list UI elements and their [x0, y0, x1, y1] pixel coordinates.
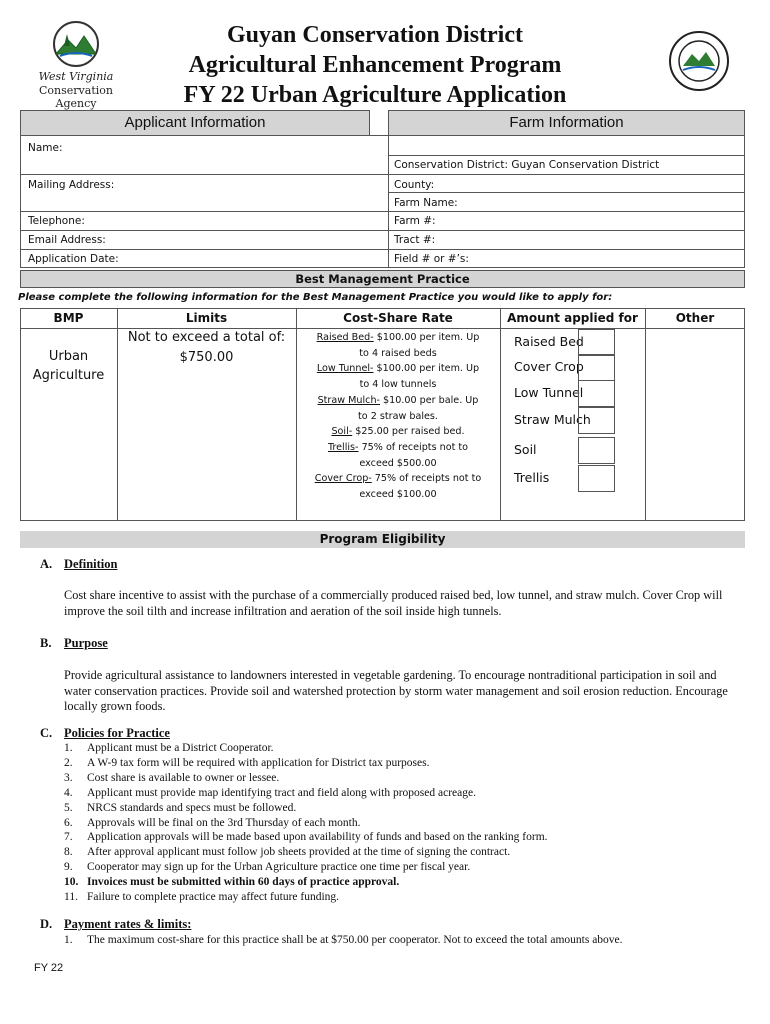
col-header-bmp: BMP — [53, 311, 84, 325]
section-b-title: Purpose — [64, 636, 108, 650]
rate-text: $10.00 per bale. Up — [380, 394, 479, 406]
rate-practice-name: Low Tunnel- — [316, 363, 374, 375]
applicant-info-header: Applicant Information — [20, 110, 370, 136]
section-c-heading — [40, 726, 170, 741]
mailing-address-label: Mailing Address: — [28, 179, 115, 191]
county-label: County: — [394, 179, 435, 191]
district-seal-logo — [668, 30, 730, 92]
policy-text: NRCS standards and specs must be followed. — [87, 801, 297, 814]
amount-practice-label: Soil — [514, 442, 537, 457]
amount-input-box[interactable] — [578, 407, 615, 434]
section-b-heading — [40, 636, 108, 651]
row-line — [388, 155, 745, 156]
rate-line — [298, 393, 498, 409]
section-a-heading — [40, 557, 117, 572]
policy-item: 2. A W-9 tax form will be required with application for District tax purposes. — [64, 756, 430, 769]
telephone-label: Telephone: — [28, 215, 85, 227]
policy-item: 8. After approval applicant must follow job sheets provided at the time of signing the contract. — [64, 846, 511, 859]
section-c-title: Policies for Practice — [64, 726, 170, 740]
logo-text-line1: West Virginia — [38, 70, 114, 83]
rate-line — [298, 424, 498, 440]
policy-item: 5. NRCS standards and specs must be followed. — [64, 801, 297, 814]
rate-text: $100.00 per item. Up — [373, 363, 480, 375]
rate-text: 75% of receipts not to — [371, 473, 482, 485]
farm-number-label: Farm #: — [394, 215, 436, 227]
amount-practice-label: Raised Bed — [514, 334, 584, 349]
policy-item: 3. Cost share is available to owner or lessee. — [64, 771, 280, 784]
rate-text: to 2 straw bales. — [358, 410, 438, 422]
policy-text: Failure to complete practice may affect future funding. — [87, 891, 340, 903]
application-date-label: Application Date: — [28, 253, 119, 265]
amount-practice-label: Trellis — [514, 470, 550, 485]
row-line — [20, 211, 745, 212]
footer-label: FY 22 — [34, 962, 64, 974]
tract-label: Tract #: — [394, 234, 436, 246]
farm-name-label: Farm Name: — [394, 197, 458, 209]
policy-item: 4. Applicant must provide map identifying tract and field along with proposed acreage. — [64, 786, 476, 799]
rate-line — [298, 440, 498, 456]
col-line — [500, 308, 501, 521]
title-line-1: Guyan Conservation District — [227, 22, 523, 48]
field-label: Field # or #’s: — [394, 253, 469, 265]
bmp-instructions: Please complete the following information for the Best Management Practice you would like to apply for: — [18, 292, 613, 303]
policy-text: Approvals will be final on the 3rd Thursday of each month. — [87, 816, 361, 829]
col-line — [645, 308, 646, 521]
conservation-district-label: Conservation District: Guyan Conservation District — [394, 159, 660, 171]
wv-conservation-agency-logo — [20, 20, 132, 110]
seal-icon — [668, 30, 730, 92]
col-header-amount: Amount applied for — [507, 311, 638, 325]
rate-text: $25.00 per raised bed. — [352, 426, 465, 438]
policy-item: 10. Invoices must be submitted within 60 days of practice approval. — [64, 876, 400, 889]
title-line-2: Agricultural Enhancement Program — [188, 52, 562, 78]
bmp-header: Best Management Practice — [20, 270, 745, 288]
amount-input-box[interactable] — [578, 329, 615, 356]
amount-practice-label: Low Tunnel — [514, 385, 584, 400]
limits-amount: $750.00 — [179, 350, 234, 365]
rate-line — [298, 409, 498, 425]
rate-line — [298, 456, 498, 472]
rate-text: to 4 raised beds — [359, 347, 437, 359]
col-header-limits: Limits — [185, 311, 228, 325]
col-line — [296, 308, 297, 521]
rate-line — [298, 361, 498, 377]
row-line — [388, 192, 745, 193]
amount-input-box[interactable] — [578, 465, 615, 492]
farm-info-header: Farm Information — [388, 110, 745, 136]
rate-line — [298, 487, 498, 503]
section-d-title: Payment rates & limits: — [64, 917, 192, 931]
purpose-text: Provide agricultural assistance to landowners interested in vegetable gardening. To encourage nontraditional participation in soil and water conservation practices. Provide soil and watershed protection by storm water management and soil erosion reduction. Encourage locally grown foods. — [64, 668, 728, 713]
row-line — [20, 249, 745, 250]
policy-text: After approval applicant must follow job sheets provided at the time of signing the contract. — [87, 846, 511, 859]
policy-item: 7. Application approvals will be made based upon availability of funds and based on the ranking form. — [64, 831, 548, 844]
logo-text-line2: Conservation Agency — [39, 84, 113, 110]
col-header-other: Other — [675, 311, 715, 325]
amount-practice-label: Straw Mulch — [514, 412, 591, 427]
bmp-name-line2: Agriculture — [32, 368, 105, 383]
policy-item: 9. Cooperator may sign up for the Urban Agriculture practice one time per fiscal year. — [64, 861, 471, 874]
rate-line — [298, 330, 498, 346]
rate-text: 75% of receipts not to — [358, 441, 469, 453]
policy-text: Applicant must provide map identifying tract and field along with proposed acreage. — [87, 786, 476, 799]
section-a-letter: A. — [40, 557, 53, 571]
payment-item-text: The maximum cost-share for this practice shall be at $750.00 per cooperator. Not to exceed the total amounts above. — [87, 934, 623, 946]
section-a-title: Definition — [64, 557, 118, 571]
policy-text: Applicant must be a District Cooperator. — [87, 742, 274, 754]
rate-practice-name: Straw Mulch- — [317, 394, 380, 406]
payment-item: 1. The maximum cost-share for this practice shall be at $750.00 per cooperator. Not to exceed the total amounts above. — [64, 934, 623, 946]
title-line-3: FY 22 Urban Agriculture Application — [183, 82, 567, 108]
policy-text: Application approvals will be made based upon availability of funds and based on the ranking form. — [87, 831, 548, 844]
section-c-letter: C. — [40, 726, 53, 740]
name-field-label: Name: — [28, 142, 63, 154]
col-header-cost-share-rate: Cost-Share Rate — [343, 311, 453, 325]
policy-item: 1. Applicant must be a District Cooperator. — [64, 742, 274, 754]
program-eligibility-header: Program Eligibility — [20, 531, 745, 548]
rate-practice-name: Trellis- — [327, 441, 359, 453]
policy-text: Cost share is available to owner or lessee. — [87, 771, 280, 784]
rate-text: $100.00 per item. Up — [373, 332, 480, 343]
rate-practice-name: Raised Bed- — [316, 332, 374, 343]
row-line — [388, 174, 745, 175]
rate-line — [298, 471, 498, 487]
row-line — [20, 230, 745, 231]
rate-text: exceed $500.00 — [359, 457, 437, 469]
policy-text: Invoices must be submitted within 60 days of practice approval. — [87, 876, 400, 889]
rate-practice-name: Soil- — [331, 426, 353, 438]
bmp-name-line1: Urban — [48, 349, 89, 364]
limits-text: Not to exceed a total of: — [127, 330, 286, 345]
amount-input-box[interactable] — [578, 380, 615, 407]
definition-text: Cost share incentive to assist with the purchase of a commercially produced raised bed, low tunnel, and straw mulch. Cover Crop will improve the soil tilth and increase infiltration and aeration of the soil inside high tunnels. — [64, 588, 723, 618]
row-line — [20, 174, 388, 175]
rate-text: to 4 low tunnels — [359, 379, 437, 391]
amount-input-box[interactable] — [578, 354, 615, 381]
rate-line — [298, 377, 498, 393]
rate-practice-name: Cover Crop- — [314, 473, 372, 485]
rate-text: exceed $100.00 — [359, 489, 437, 500]
section-d-letter: D. — [40, 917, 53, 931]
section-d-heading — [40, 917, 191, 932]
email-label: Email Address: — [28, 234, 106, 246]
policy-text: A W-9 tax form will be required with application for District tax purposes. — [87, 756, 430, 769]
amount-input-box[interactable] — [578, 437, 615, 464]
tree-mountain-logo-icon — [20, 20, 132, 70]
rate-line — [298, 346, 498, 362]
amount-practice-label: Cover Crop — [514, 359, 584, 374]
policy-text: Cooperator may sign up for the Urban Agriculture practice one time per fiscal year. — [87, 861, 471, 874]
section-b-letter: B. — [40, 636, 52, 650]
policy-item: 11. Failure to complete practice may affect future funding. — [64, 891, 340, 903]
policy-item: 6. Approvals will be final on the 3rd Thursday of each month. — [64, 816, 361, 829]
